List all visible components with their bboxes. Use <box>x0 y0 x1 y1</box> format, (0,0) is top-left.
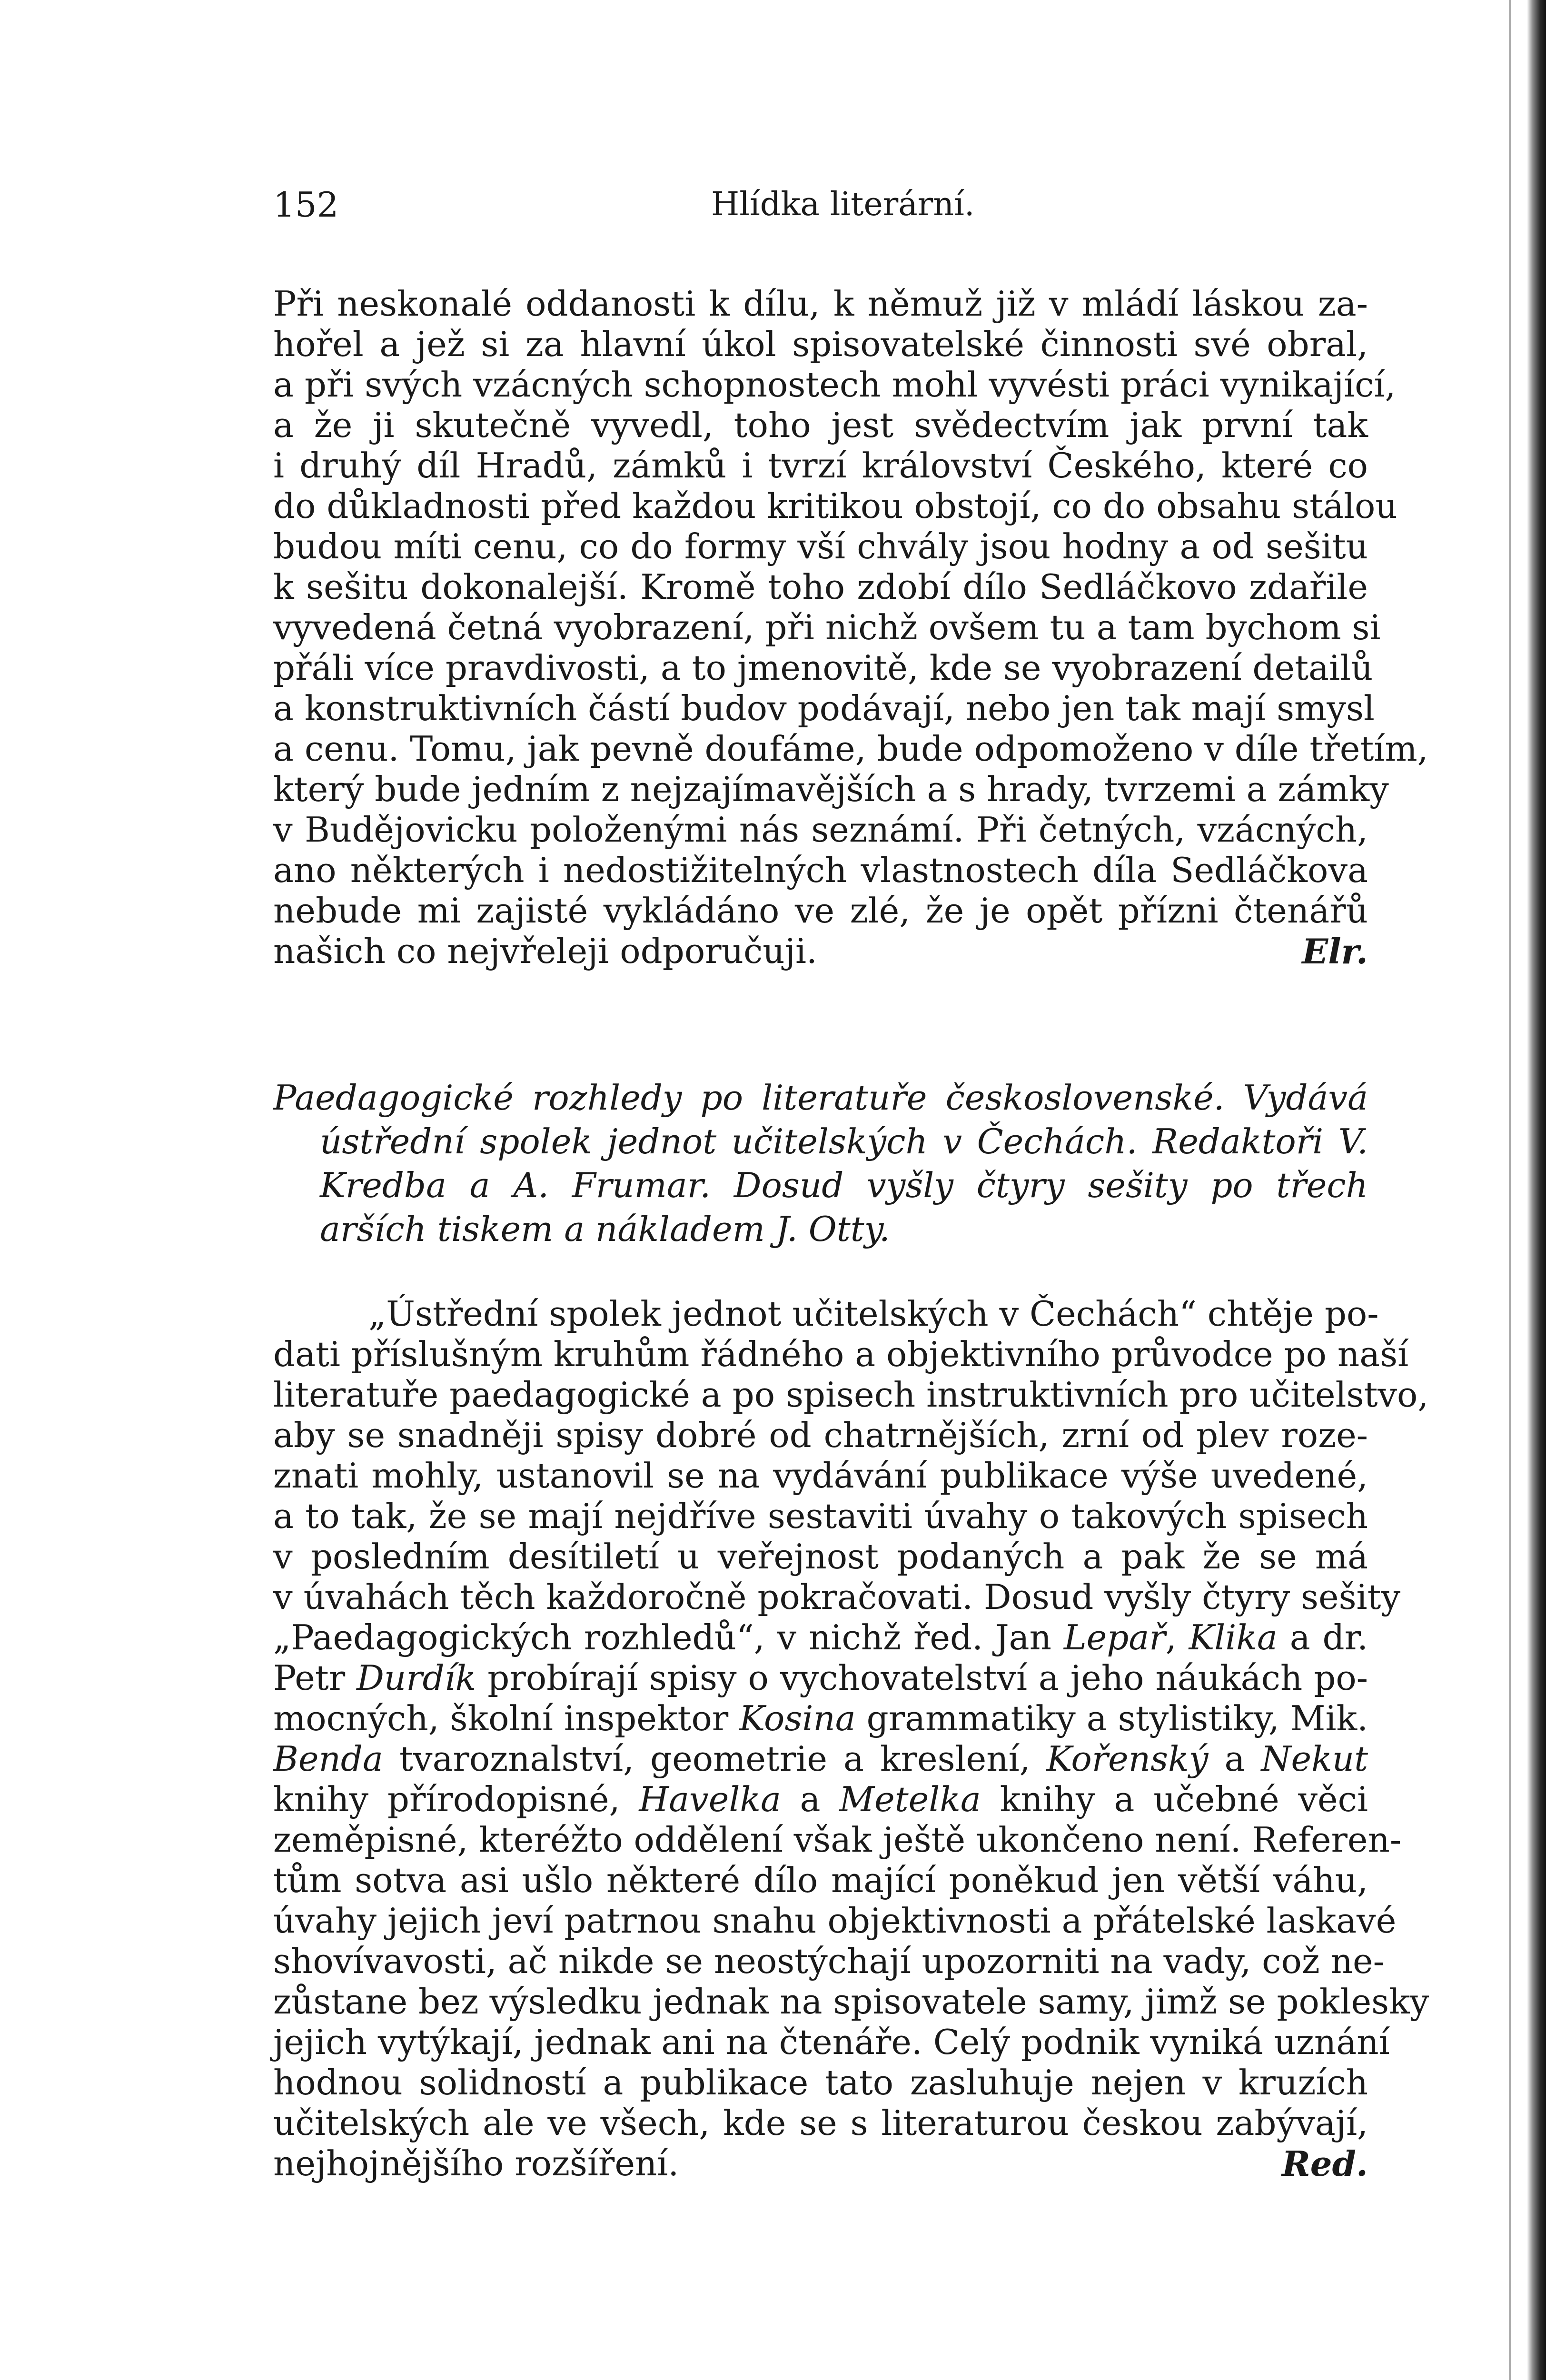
page-header <box>273 181 1368 238</box>
author-name-korensky: Kořenský <box>1046 1739 1209 1779</box>
text-line: vyvedená četná vyobrazení, při nichž ovšem tu a tam bychom si <box>273 607 1381 647</box>
text-line: znati mohly, ustanovil se na vydávání publikace výše uvedené, <box>273 1456 1368 1496</box>
text-line: shovívavosti, ač nikde se neostýchají upozorniti na vady, což ne- <box>273 1941 1385 1981</box>
text-line: úvahy jejich jeví patrnou snahu objektivnosti a přátelské laskavé <box>273 1901 1397 1941</box>
text-line: Při neskonalé oddanosti k dílu, k němuž již v mládí láskou za- <box>273 284 1368 324</box>
text-line <box>273 1779 1368 1820</box>
text-segment: Petr <box>273 1658 357 1698</box>
text-line: ano některých i nedostižitelných vlastnostech díla Sedláčkova <box>273 850 1368 890</box>
text-line: a konstruktivních částí budov podávají, nebo jen tak mají smysl <box>273 688 1375 728</box>
author-name-metelka: Metelka <box>839 1779 981 1819</box>
text-line: „Ústřední spolek jednot učitelských v Čechách“ chtěje po- <box>368 1294 1379 1334</box>
text-segment: , <box>1165 1617 1189 1657</box>
text-line: a že ji skutečně vyvedl, toho jest svědectvím jak první tak <box>273 405 1368 445</box>
text-line: hořel a jež si za hlavní úkol spisovatelské činnosti své obral, <box>273 324 1368 364</box>
text-line: v posledním desítiletí u veřejnost podaných a pak že se má <box>273 1537 1368 1577</box>
text-line: přáli více pravdivosti, a to jmenovitě, kde se vyobrazení detailů <box>273 648 1373 688</box>
text-line: zůstane bez výsledku jednak na spisovatele samy, jimž se poklesky <box>273 1982 1429 2022</box>
author-name-benda: Benda <box>273 1739 383 1779</box>
text-segment: a dr. <box>1277 1617 1368 1657</box>
text-segment: tvaroznalství, geometrie a kreslení, <box>383 1739 1047 1779</box>
text-segment: knihy přírodopisné, <box>273 1779 639 1819</box>
author-name-durdik: Durdík <box>357 1658 476 1698</box>
text-line: a to tak, že se mají nejdříve sestaviti úvahy o takových spisech <box>273 1496 1368 1536</box>
text-line: učitelských ale ve všech, kde se s literaturou českou zabývají, <box>273 2103 1368 2143</box>
text-line <box>273 1698 1368 1739</box>
text-line: tům sotva asi ušlo některé dílo mající poněkud jen větší váhu, <box>273 1860 1368 1900</box>
text-line: který bude jedním z nejzajímavějších a s hrady, tvrzemi a zámky <box>273 769 1389 809</box>
text-line: i druhý díl Hradů, zámků i tvrzí království Českého, které co <box>273 446 1368 486</box>
text-line: aby se snadněji spisy dobré od chatrnějších, zrní od plev roze- <box>273 1415 1368 1455</box>
text-line: literatuře paedagogické a po spisech instruktivních pro učitelstvo, <box>273 1375 1429 1415</box>
text-line: nebude mi zajisté vykládáno ve zlé, že je opět přízni čtenářů <box>273 891 1368 931</box>
page-edge-shadow <box>1527 0 1546 2380</box>
text-segment: a <box>1208 1739 1261 1779</box>
review-heading-paedagogicke-rozhledy <box>273 1076 1368 1251</box>
text-line <box>273 1658 1368 1698</box>
heading-line: arších tiskem a nákladem J. Otty. <box>320 1209 890 1249</box>
author-name-klika: Klika <box>1189 1617 1278 1657</box>
text-line: k sešitu dokonalejší. Kromě toho zdobí dílo Sedláčkovo zdařile <box>273 567 1368 607</box>
text-line: dati příslušným kruhům řádného a objektivního průvodce po naší <box>273 1334 1409 1374</box>
page-number: 152 <box>273 185 339 225</box>
text-segment: grammatiky a stylistiky, Mik. <box>855 1698 1368 1738</box>
author-name-nekut: Nekut <box>1261 1739 1368 1779</box>
reviewer-signature: Elr. <box>1302 931 1368 972</box>
text-line: a cenu. Tomu, jak pevně doufáme, bude odpomoženo v díle třetím, <box>273 729 1428 769</box>
author-name-lepar: Lepař <box>1063 1617 1166 1657</box>
review-sedlacek-paragraph <box>273 284 1428 972</box>
closing-text: našich co nejvřeleji odporučuji. <box>273 931 817 971</box>
text-segment: „Paedagogických rozhledů“, v nichž řed. Jan <box>273 1617 1064 1657</box>
heading-line: Paedagogické rozhledy po literatuře československé. Vydává <box>273 1078 1368 1118</box>
closing-text: nejhojnějšího rozšíření. <box>273 2143 679 2183</box>
text-segment: probírají spisy o vychovatelství a jeho náukách po- <box>476 1658 1368 1698</box>
text-line: v Budějovicku položenými nás seznámí. Při četných, vzácných, <box>273 810 1368 850</box>
text-segment: knihy a učebné věci <box>981 1779 1368 1819</box>
review-paedagogicke-rozhledy-paragraph <box>273 1294 1429 2184</box>
text-line: zeměpisné, kteréžto oddělení však ještě ukončeno není. Referen- <box>273 1820 1402 1860</box>
text-line: hodnou solidností a publikace tato zasluhuje nejen v kruzích <box>273 2063 1368 2102</box>
text-line: a při svých vzácných schopnostech mohl vyvésti práci vynikající, <box>273 365 1396 405</box>
text-line: budou míti cenu, co do formy vší chvály jsou hodny a od sešitu <box>273 526 1368 566</box>
author-name-havelka: Havelka <box>639 1779 781 1819</box>
text-line: v úvahách těch každoročně pokračovati. Dosud vyšly čtyry sešity <box>273 1577 1401 1617</box>
author-name-kosina: Kosina <box>739 1698 856 1738</box>
text-line: jejich vytýkají, jednak ani na čtenáře. Celý podnik vyniká uznání <box>273 2022 1390 2062</box>
heading-line: ústřední spolek jednot učitelských v Čechách. Redaktoři V. <box>320 1121 1368 1161</box>
text-segment: mocných, školní inspektor <box>273 1698 740 1738</box>
text-line <box>273 1617 1368 1658</box>
heading-line: Kredba a A. Frumar. Dosud vyšly čtyry sešity po třech <box>320 1165 1368 1205</box>
text-line <box>273 1739 1368 1779</box>
closing-line <box>273 931 1368 972</box>
reviewer-signature: Red. <box>1281 2143 1368 2184</box>
closing-line <box>273 2143 1368 2184</box>
text-line: do důkladnosti před každou kritikou obstojí, co do obsahu stálou <box>273 486 1397 526</box>
text-segment: a <box>781 1779 840 1819</box>
page-gutter-line <box>1509 0 1511 2380</box>
running-title: Hlídka literární. <box>711 186 975 223</box>
